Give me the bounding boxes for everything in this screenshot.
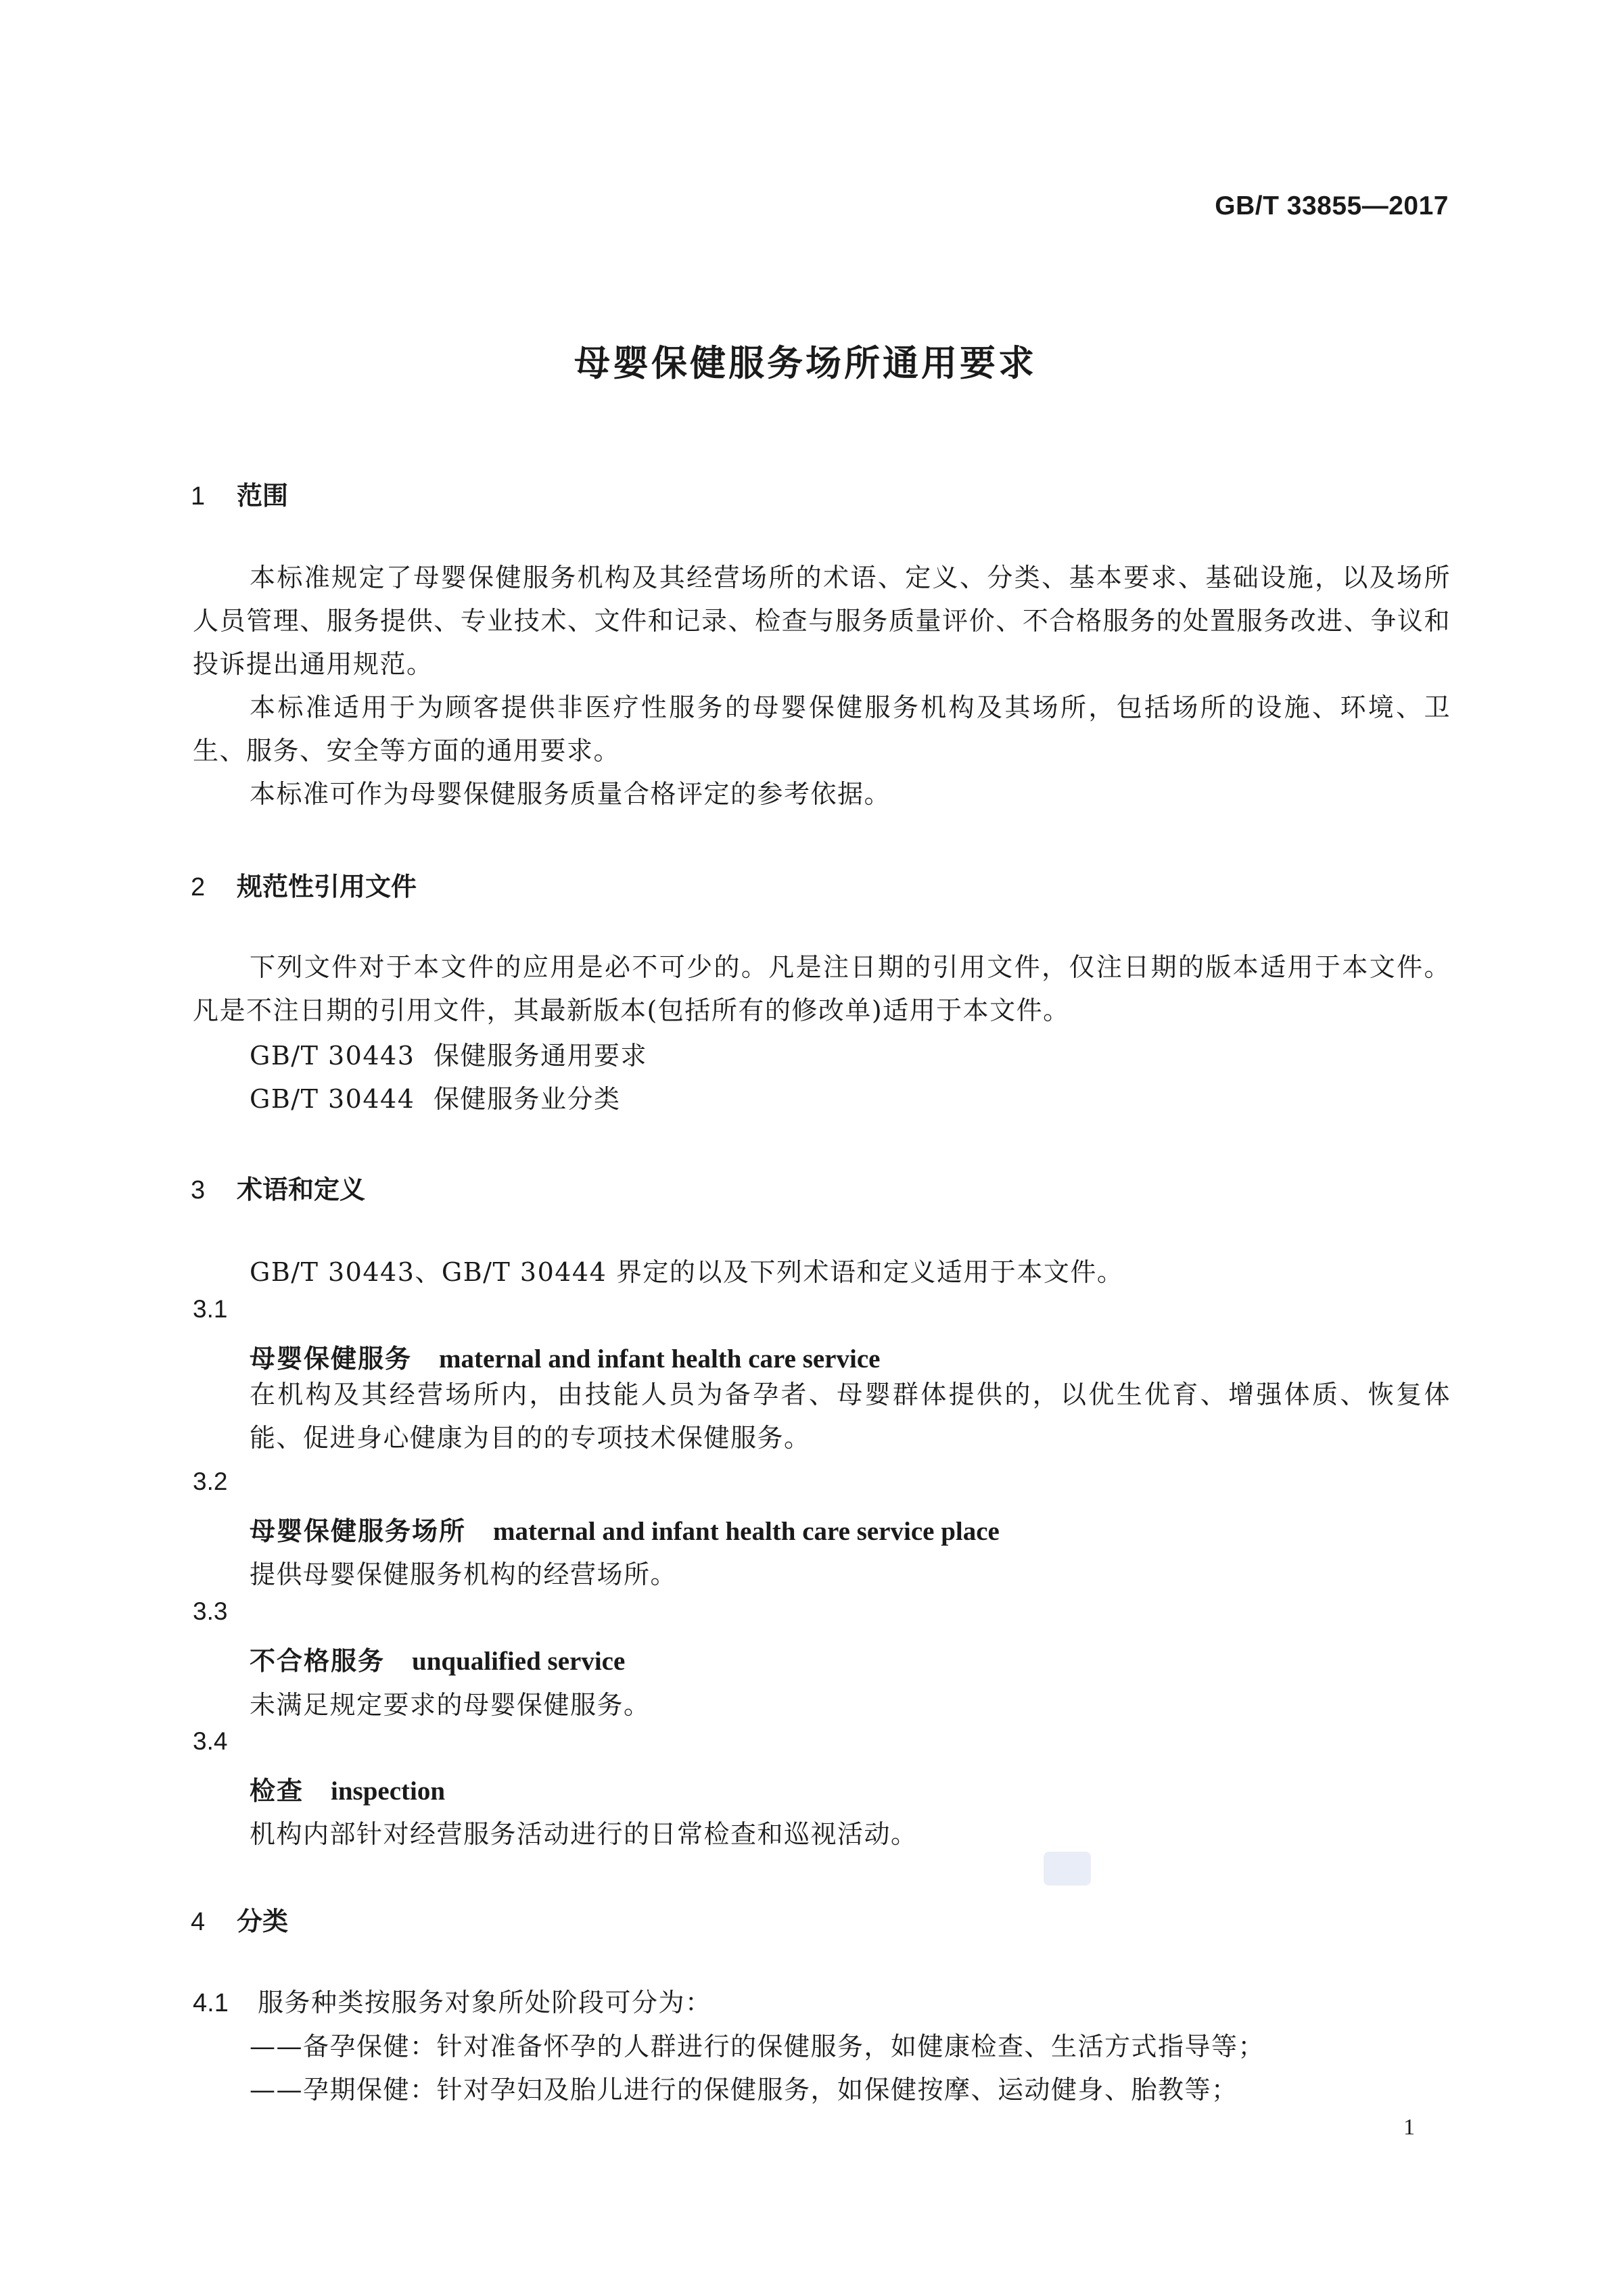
- term-zh: 母婴保健服务场所: [250, 1516, 467, 1546]
- watermark-mark: [1044, 1852, 1091, 1885]
- reference-code: GB/T 30444: [250, 1084, 415, 1114]
- reference-title: 保健服务业分类: [434, 1084, 621, 1114]
- section-title: 规范性引用文件: [237, 872, 417, 901]
- term-en: unqualified service: [412, 1647, 626, 1676]
- term-number: 3.2: [193, 1468, 228, 1495]
- section-number: 1: [191, 482, 206, 511]
- standard-code: GB/T 33855—2017: [1215, 191, 1449, 220]
- term-entry: [250, 1338, 880, 1375]
- reference-code: GB/T 30443: [250, 1041, 415, 1071]
- term-en: maternal and infant health care service place: [493, 1517, 1000, 1546]
- page-number: 1: [1403, 2115, 1415, 2140]
- term-number: 3.1: [193, 1295, 228, 1323]
- term-definition: 机构内部针对经营服务活动进行的日常检查和巡视活动。: [250, 1819, 918, 1849]
- clause-text: 服务种类按服务对象所处阶段可分为：: [258, 1988, 712, 2017]
- list-item: ——孕期保健：针对孕妇及胎儿进行的保健服务，如保健按摩、运动健身、胎教等；: [250, 2075, 1238, 2105]
- term-entry: [250, 1770, 445, 1807]
- term-entry: [250, 1510, 1000, 1547]
- section-number: 2: [191, 873, 206, 901]
- term-definition: 在机构及其经营场所内，由技能人员为备孕者、母婴群体提供的，以优生优育、增强体质、恢复体能、促进身心健康为目的的专项技术保健服务。: [250, 1380, 1451, 1453]
- term-zh: 母婴保健服务: [250, 1344, 413, 1374]
- term-number: 3.3: [193, 1597, 228, 1625]
- term-en: maternal and infant health care service: [439, 1344, 881, 1374]
- scope-paragraph-3: 本标准可作为母婴保健服务质量合格评定的参考依据。: [250, 779, 891, 809]
- reference-item: [250, 1078, 621, 1115]
- section-heading-terms: [191, 1169, 365, 1206]
- section-title: 分类: [237, 1906, 289, 1936]
- section-heading-normative-references: [191, 866, 417, 903]
- scope-paragraph-2: 本标准适用于为顾客提供非医疗性服务的母婴保健服务机构及其场所，包括场所的设施、环境、卫生、服务、安全等方面的通用要求。: [193, 693, 1451, 766]
- section-heading-classification: [191, 1900, 288, 1938]
- term-zh: 检查: [250, 1776, 304, 1806]
- section-title: 范围: [237, 481, 289, 511]
- term-en: inspection: [331, 1777, 446, 1806]
- section-number: 3: [191, 1176, 206, 1204]
- term-definition: 提供母婴保健服务机构的经营场所。: [250, 1560, 678, 1589]
- scope-paragraph-1: 本标准规定了母婴保健服务机构及其经营场所的术语、定义、分类、基本要求、基础设施，以及场所人员管理、服务提供、专业技术、文件和记录、检查与服务质量评价、不合格服务的处置服务改进、争议和投诉提出通用规范。: [193, 563, 1451, 679]
- clause-number: 4.1: [193, 1989, 229, 2017]
- document-title: 母婴保健服务场所通用要求: [574, 343, 1037, 384]
- reference-item: [250, 1035, 647, 1072]
- section-title: 术语和定义: [237, 1175, 366, 1204]
- term-entry: [250, 1640, 625, 1677]
- term-number: 3.4: [193, 1727, 228, 1755]
- section-heading-scope: [191, 475, 288, 512]
- references-paragraph: 下列文件对于本文件的应用是必不可少的。凡是注日期的引用文件，仅注日期的版本适用于本文件。凡是不注日期的引用文件，其最新版本(包括所有的修改单)适用于本文件。: [193, 952, 1451, 1025]
- reference-title: 保健服务通用要求: [434, 1041, 648, 1071]
- terms-intro: GB/T 30443、GB/T 30444 界定的以及下列术语和定义适用于本文件。: [250, 1257, 1124, 1287]
- section-number: 4: [191, 1908, 206, 1936]
- term-zh: 不合格服务: [250, 1646, 386, 1676]
- term-definition: 未满足规定要求的母婴保健服务。: [250, 1690, 651, 1720]
- clause-4-1: [193, 1982, 712, 2019]
- list-item: ——备孕保健：针对准备怀孕的人群进行的保健服务，如健康检查、生活方式指导等；: [250, 2032, 1265, 2061]
